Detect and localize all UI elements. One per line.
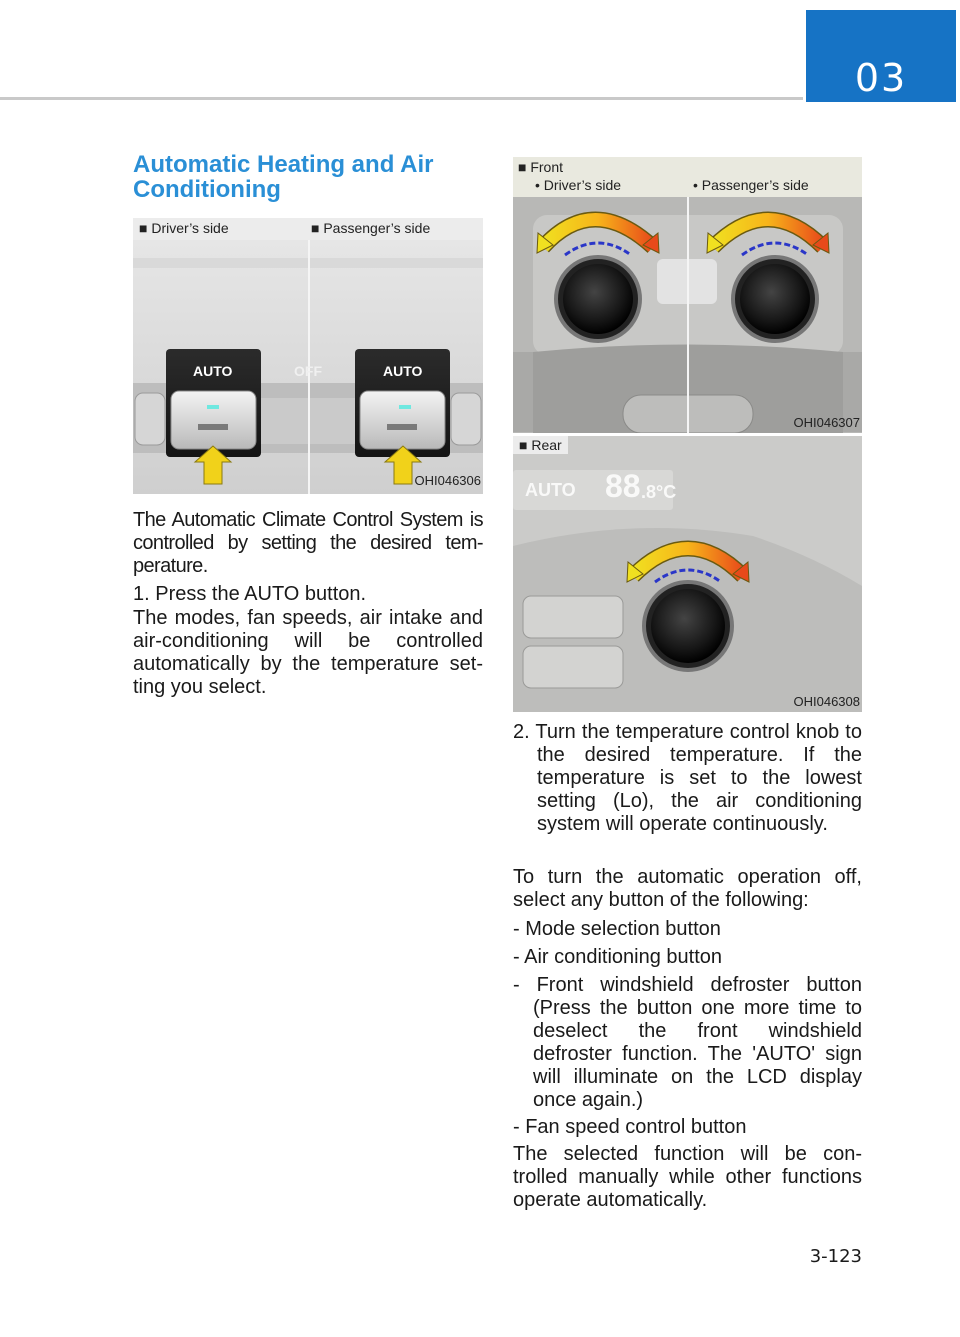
- caption-front-drivers-side: • Driver’s side: [535, 177, 622, 193]
- display-auto: AUTO: [525, 480, 576, 500]
- list-item: - Mode selection button: [513, 918, 721, 940]
- auto-button-illustration: [133, 218, 483, 494]
- caption-front-passengers-side: • Passenger’s side: [693, 177, 809, 193]
- rear-knob-illustration: [513, 436, 862, 712]
- page-number: 3-123: [809, 1246, 862, 1267]
- auto-button-right-label: AUTO: [383, 363, 423, 379]
- step-1: 1. Press the AUTO button.: [133, 583, 367, 605]
- list-item: - Fan speed control button: [513, 1116, 747, 1138]
- figure-code-front: OHI046307: [793, 415, 860, 430]
- list-item: - Air conditioning button: [513, 946, 723, 968]
- intro-paragraph: The Automatic Climate Control System is controlled by setting the desired tem-perature.: [133, 509, 483, 577]
- caption-rear: ■ Rear: [513, 436, 568, 454]
- off-intro: To turn the automatic operation off, select any button of the following:: [513, 866, 862, 911]
- list-item: - Front windshield defroster button (Press the button one more time to deselect the front windshield defroster function. The 'AUTO' sign will illuminate on the LCD display once again.): [513, 974, 862, 1111]
- figure-front-knobs: [513, 157, 862, 433]
- display-temperature: 88: [605, 468, 641, 504]
- step-2: 2. Turn the temperature control knob to the desired temperature. If the temperature is set to the lowest setting (Lo), the air conditioning system will operate continuously.: [513, 721, 862, 835]
- front-knob-illustration: [513, 157, 862, 433]
- figure-auto-buttons: [133, 218, 483, 494]
- auto-button-left-label: AUTO: [193, 363, 233, 379]
- header-rule: [0, 97, 803, 100]
- figure-rear-knob: [513, 436, 862, 712]
- caption-drivers-side: ■ Driver’s side: [139, 220, 229, 236]
- step-1-description: The modes, fan speeds, air intake and air-conditioning will be controlled automatically by the temperature set-ting you select.: [133, 607, 483, 698]
- display-unit: .8°C: [641, 482, 677, 502]
- off-label: OFF: [294, 363, 322, 379]
- chapter-tab: [806, 10, 956, 102]
- section-title: Automatic Heating and Air Conditioning: [133, 151, 434, 203]
- caption-passengers-side: ■ Passenger’s side: [311, 220, 431, 236]
- figure-code-rear: OHI046308: [793, 694, 860, 709]
- caption-front: ■ Front: [518, 159, 564, 175]
- figure-code: OHI046306: [414, 473, 481, 488]
- outro-paragraph: The selected function will be con-trolled manually while other functions operate automatically.: [513, 1143, 862, 1211]
- chapter-number: 03: [854, 56, 908, 100]
